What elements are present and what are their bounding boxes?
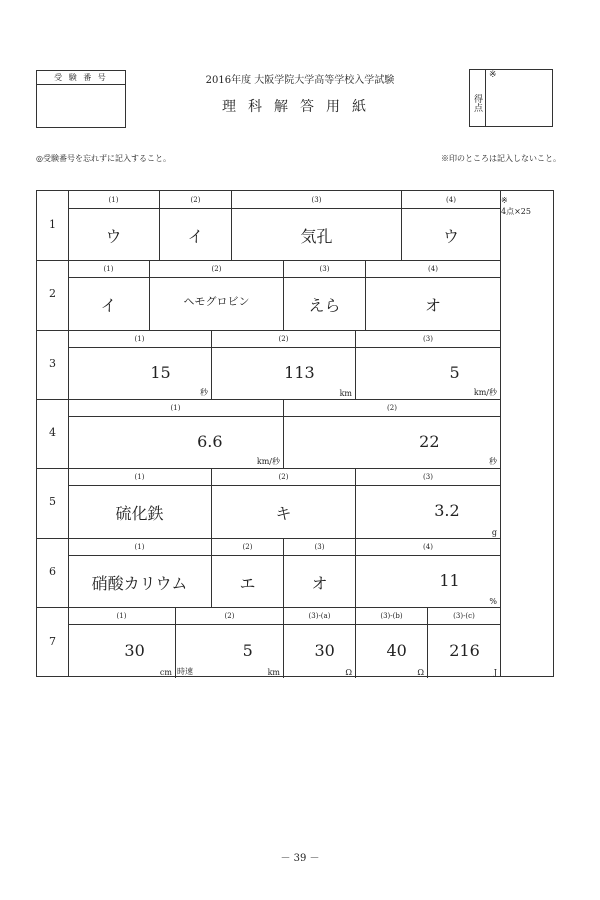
answer-value: 11 bbox=[439, 570, 460, 590]
answer-prefix: 時速 bbox=[177, 667, 193, 676]
part-label: (4) bbox=[366, 260, 500, 278]
part-label: (2) bbox=[150, 260, 284, 278]
answer-value: ウ bbox=[105, 226, 122, 246]
part-label: (1) bbox=[68, 607, 176, 625]
sheet-title: 理科解答用紙 bbox=[222, 99, 378, 115]
answer-unit: J bbox=[493, 668, 497, 677]
answer-cell[interactable] bbox=[150, 278, 284, 330]
question-number: 3 bbox=[49, 356, 56, 370]
answer-cell[interactable] bbox=[366, 278, 500, 330]
part-label: (2) bbox=[160, 191, 232, 209]
answer-value: ヘモグロビン bbox=[183, 295, 250, 308]
answer-cell[interactable] bbox=[68, 209, 160, 260]
part-label: (3)-(c) bbox=[428, 607, 500, 625]
part-label: (3)-(b) bbox=[356, 607, 428, 625]
question-row bbox=[68, 260, 500, 330]
answer-value: 3.2 bbox=[434, 501, 460, 520]
answer-cell[interactable] bbox=[356, 556, 500, 607]
question-row bbox=[68, 191, 500, 260]
answer-value: 気孔 bbox=[300, 226, 333, 246]
exam-number-box[interactable] bbox=[36, 70, 126, 128]
answer-cell[interactable] bbox=[284, 625, 356, 678]
answer-cell[interactable] bbox=[284, 556, 356, 607]
question-number: 1 bbox=[49, 217, 56, 231]
score-box bbox=[469, 69, 553, 127]
answer-value: 40 bbox=[386, 640, 407, 660]
answer-cell[interactable] bbox=[284, 417, 500, 468]
answer-value: 硝酸カリウム bbox=[91, 573, 188, 593]
part-label: (3)-(a) bbox=[284, 607, 356, 625]
answer-cell[interactable] bbox=[68, 348, 212, 399]
part-label: (2) bbox=[176, 607, 284, 625]
question-row bbox=[68, 468, 500, 538]
answer-unit: km bbox=[267, 668, 280, 677]
page-number: － 39 － bbox=[280, 853, 320, 864]
answer-value: 硫化鉄 bbox=[115, 504, 164, 523]
answer-cell[interactable] bbox=[232, 209, 402, 260]
answer-unit: km/秒 bbox=[473, 388, 497, 397]
answer-cell[interactable] bbox=[68, 417, 284, 468]
answer-unit: km bbox=[339, 389, 352, 398]
answer-unit: 秒 bbox=[489, 457, 497, 466]
part-label: (1) bbox=[68, 399, 284, 417]
answer-unit: g bbox=[491, 528, 497, 537]
question-number: 2 bbox=[49, 287, 56, 300]
question-row bbox=[68, 399, 500, 468]
answer-value: 5 bbox=[449, 362, 460, 382]
answer-value: オ bbox=[424, 296, 441, 315]
question-number: 4 bbox=[49, 425, 56, 439]
answer-cell[interactable] bbox=[284, 278, 366, 330]
answer-cell[interactable] bbox=[212, 486, 356, 538]
answer-cell[interactable] bbox=[68, 278, 150, 330]
answer-cell[interactable] bbox=[212, 556, 284, 607]
note-right: ※印のところは記入しないこと。 bbox=[441, 154, 561, 163]
question-number: 6 bbox=[49, 564, 56, 578]
answer-cell[interactable] bbox=[212, 348, 356, 399]
part-label: (2) bbox=[212, 538, 284, 556]
answer-cell[interactable] bbox=[68, 486, 212, 538]
answer-cell[interactable] bbox=[68, 556, 212, 607]
question-row bbox=[68, 607, 500, 678]
answer-unit: Ω bbox=[345, 668, 352, 677]
score-label: 得点 bbox=[470, 70, 486, 126]
answer-value: 6.6 bbox=[197, 431, 223, 451]
answer-cell[interactable] bbox=[402, 209, 500, 260]
answer-cell[interactable] bbox=[68, 625, 176, 678]
part-label: (4) bbox=[356, 538, 500, 556]
column-divider bbox=[500, 191, 501, 676]
part-label: (2) bbox=[284, 399, 500, 417]
answer-value: えら bbox=[308, 296, 341, 315]
part-label: (1) bbox=[68, 468, 212, 486]
answer-value: イ bbox=[100, 296, 117, 315]
answer-value: 5 bbox=[242, 640, 253, 660]
answer-unit: % bbox=[489, 597, 497, 606]
question-number: 5 bbox=[49, 495, 56, 508]
answer-value: 30 bbox=[124, 640, 145, 660]
part-label: (3) bbox=[284, 538, 356, 556]
answer-value: イ bbox=[187, 226, 204, 246]
part-label: (3) bbox=[232, 191, 402, 209]
answer-cell[interactable] bbox=[428, 625, 500, 678]
answer-unit: cm bbox=[159, 668, 172, 677]
part-label: (4) bbox=[402, 191, 500, 209]
answer-value: 22 bbox=[419, 431, 440, 451]
answer-cell[interactable] bbox=[176, 625, 284, 678]
part-label: (3) bbox=[356, 468, 500, 486]
exam-number-label: 受 験 番 号 bbox=[37, 71, 125, 85]
answer-value: 30 bbox=[314, 640, 335, 660]
part-label: (3) bbox=[284, 260, 366, 278]
answer-unit: Ω bbox=[417, 668, 424, 677]
answer-value: オ bbox=[311, 573, 328, 593]
answer-unit: km/秒 bbox=[256, 457, 280, 466]
question-row bbox=[68, 330, 500, 399]
answer-value: 113 bbox=[284, 362, 315, 382]
points-text: 4点×25 bbox=[501, 207, 531, 216]
answer-value: キ bbox=[275, 504, 292, 523]
part-label: (3) bbox=[356, 330, 500, 348]
answer-cell[interactable] bbox=[356, 486, 500, 538]
part-label: (1) bbox=[68, 260, 150, 278]
score-mark: ※ bbox=[489, 70, 497, 80]
answer-cell[interactable] bbox=[356, 348, 500, 399]
answer-table bbox=[36, 190, 554, 677]
part-label: (1) bbox=[68, 538, 212, 556]
part-label: (1) bbox=[68, 330, 212, 348]
points-note bbox=[501, 195, 531, 217]
part-label: (2) bbox=[212, 468, 356, 486]
answer-cell[interactable] bbox=[160, 209, 232, 260]
answer-unit: 秒 bbox=[200, 388, 208, 397]
exam-title: 2016年度 大阪学院大学高等学校入学試験 bbox=[205, 75, 395, 86]
note-left: ◎受験番号を忘れずに記入すること。 bbox=[36, 154, 171, 163]
question-number: 7 bbox=[49, 634, 56, 648]
part-label: (1) bbox=[68, 191, 160, 209]
answer-value: 216 bbox=[449, 640, 480, 660]
question-row bbox=[68, 538, 500, 607]
answer-cell[interactable] bbox=[356, 625, 428, 678]
answer-value: エ bbox=[239, 573, 256, 593]
answer-value: ウ bbox=[442, 226, 459, 246]
part-label: (2) bbox=[212, 330, 356, 348]
answer-value: 15 bbox=[150, 362, 171, 382]
points-mark: ※ bbox=[501, 196, 508, 205]
